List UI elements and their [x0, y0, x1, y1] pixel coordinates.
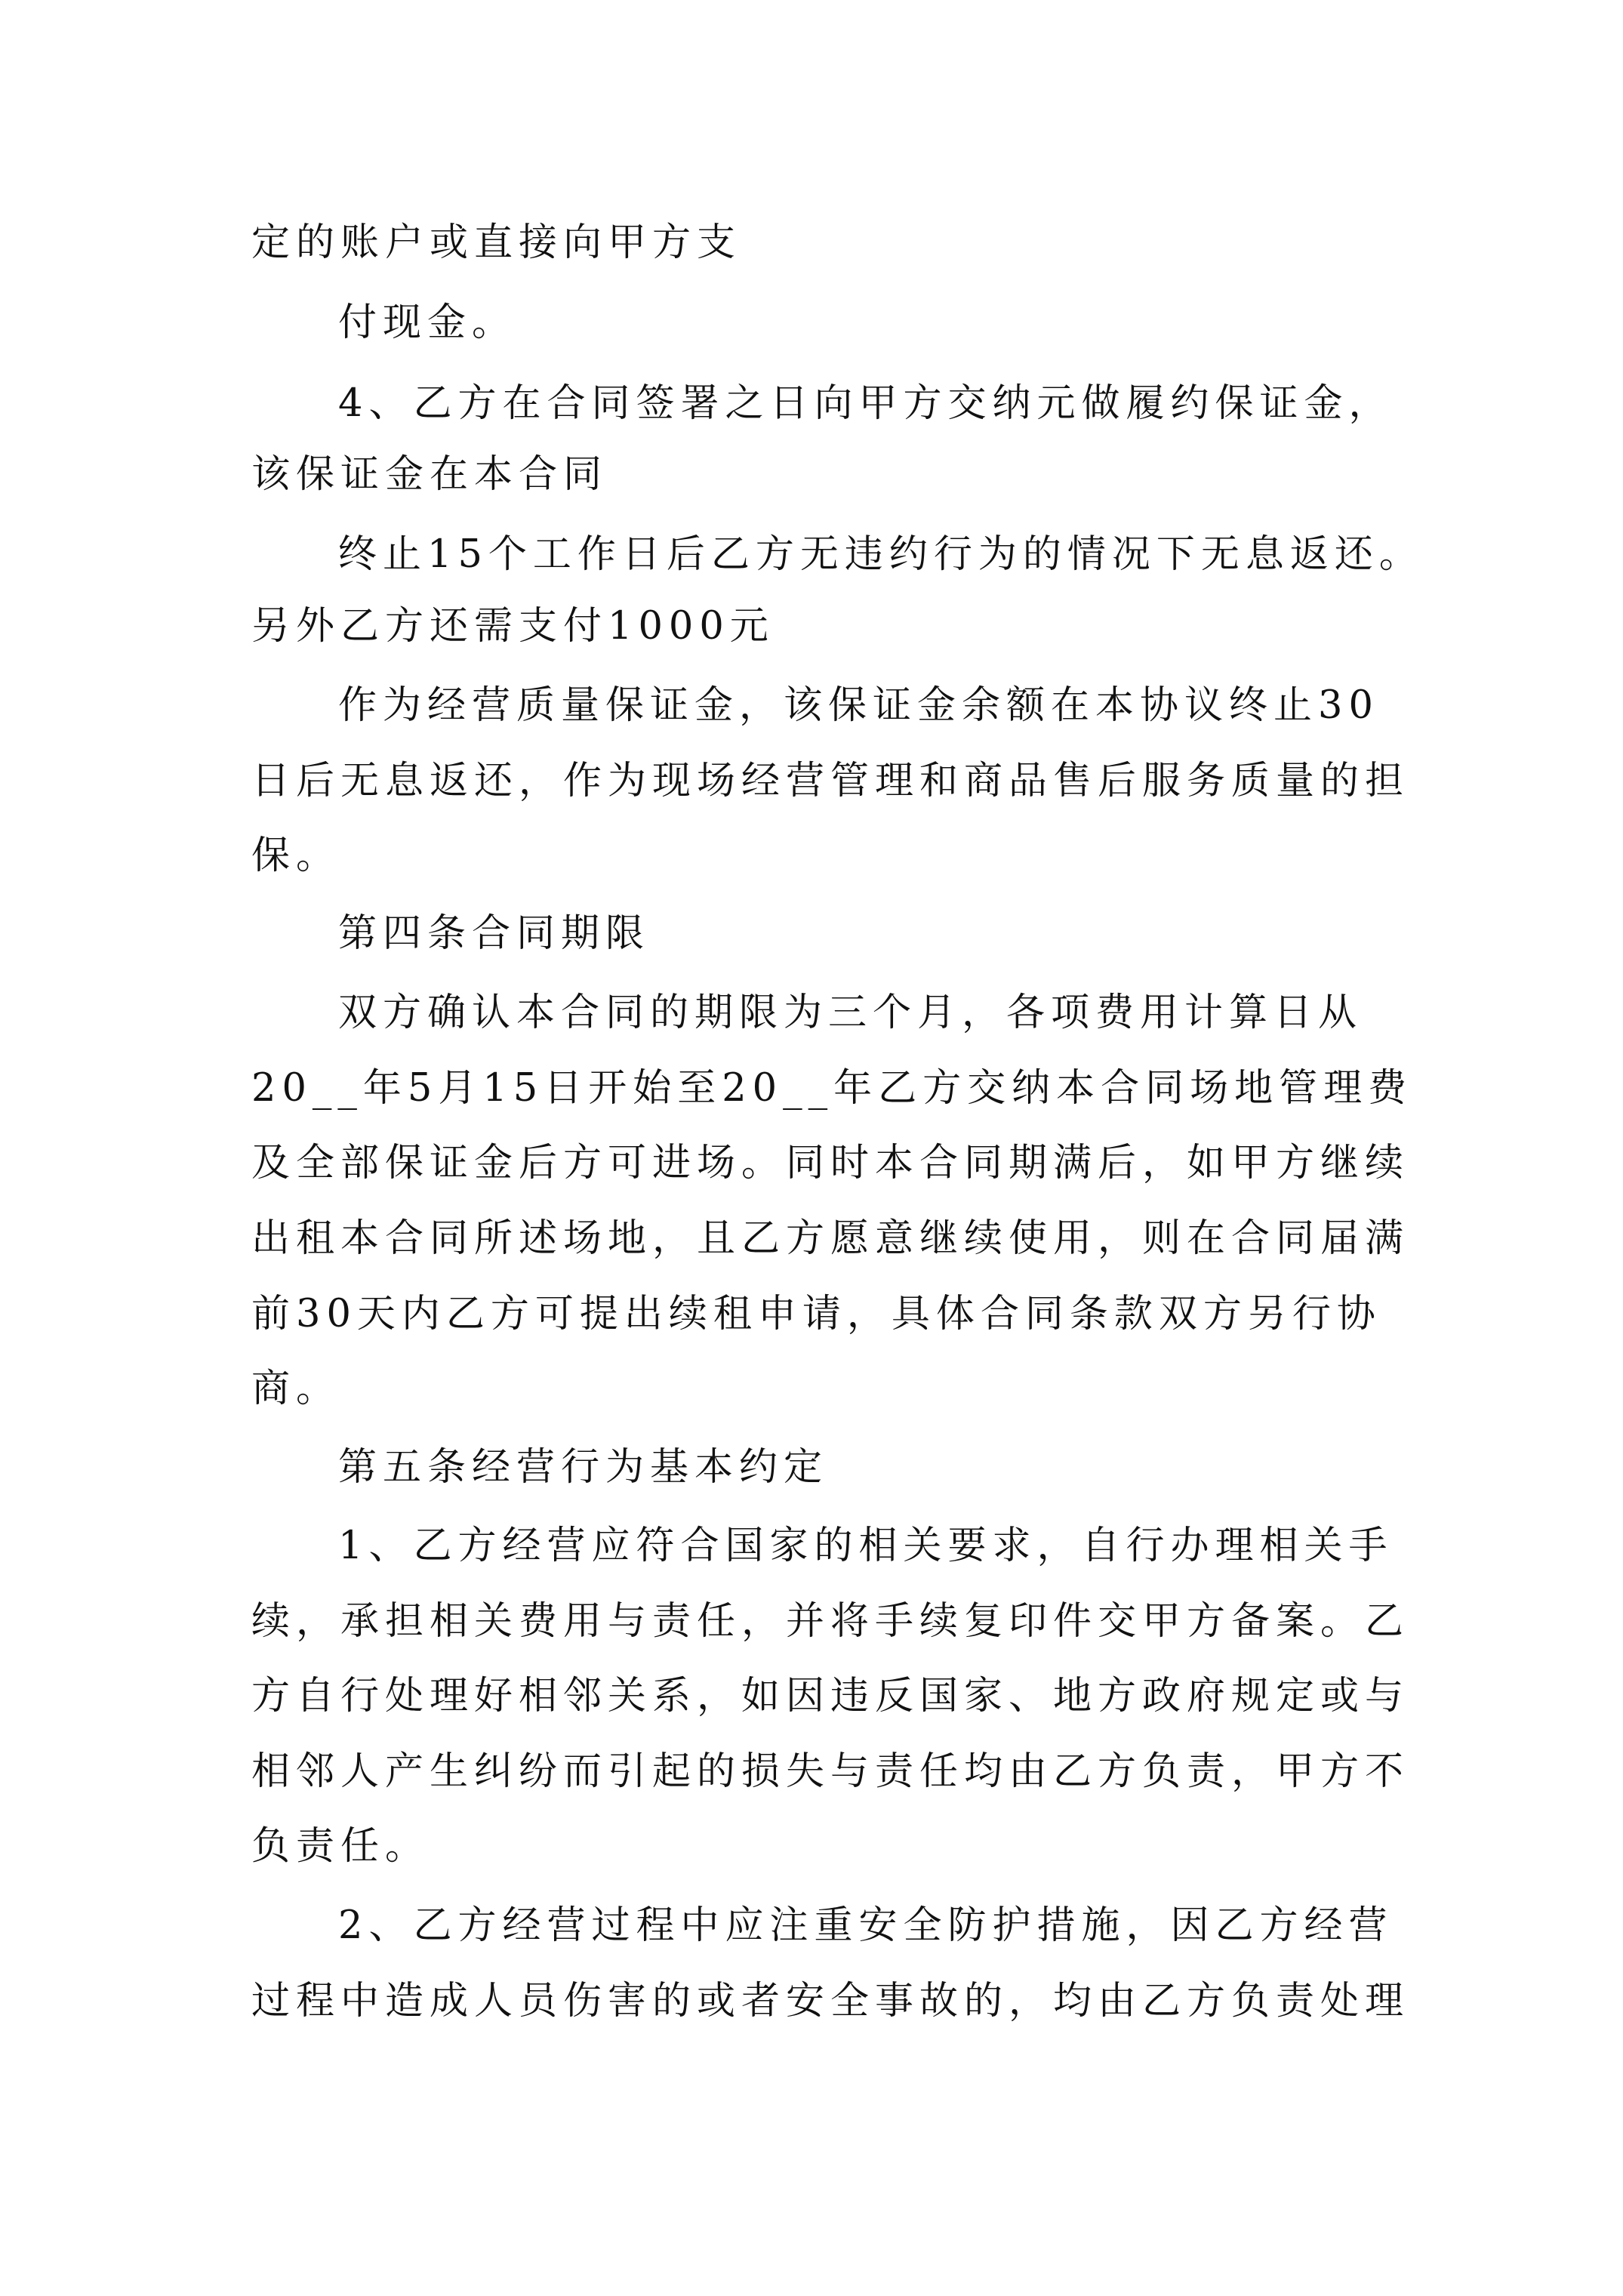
text-line: 2、乙方经营过程中应注重安全防护措施，因乙方经营: [338, 1903, 1394, 1948]
text-line: 负责任。: [251, 1824, 430, 1869]
text-line: 方自行处理好相邻关系，如因违反国家、地方政府规定或与: [251, 1674, 1410, 1718]
text-line: 4、乙方在合同签署之日向甲方交纳元做履约保证金，: [338, 381, 1394, 426]
text-line: 前30天内乙方可提出续租申请，具体合同条款双方另行协: [251, 1292, 1381, 1336]
text-line: 双方确认本合同的期限为三个月，各项费用计算日从: [338, 991, 1363, 1035]
text-line: 续，承担相关费用与责任，并将手续复印件交甲方备案。乙: [251, 1599, 1410, 1644]
text-line: 作为经营质量保证金，该保证金余额在本协议终止30: [338, 683, 1379, 728]
text-line: 终止15个工作日后乙方无违约行为的情况下无息返还。: [338, 532, 1424, 577]
text-line: 1、乙方经营应符合国家的相关要求，自行办理相关手: [338, 1524, 1394, 1568]
text-line: 相邻人产生纠纷而引起的损失与责任均由乙方负责，甲方不: [251, 1749, 1410, 1794]
text-line: 及全部保证金后方可进场。同时本合同期满后，如甲方继续: [251, 1141, 1410, 1185]
text-line: 日后无息返还，作为现场经营管理和商品售后服务质量的担: [251, 759, 1410, 803]
text-line: 第四条合同期限: [338, 911, 651, 956]
text-line: 定的账户或直接向甲方支: [251, 220, 742, 265]
text-line: 过程中造成人员伤害的或者安全事故的，均由乙方负责处理: [251, 1979, 1410, 2023]
text-line: 出租本合同所述场地，且乙方愿意继续使用，则在合同届满: [251, 1216, 1410, 1261]
text-line: 保。: [251, 834, 341, 878]
text-line: 付现金。: [338, 300, 517, 345]
text-line: 商。: [251, 1367, 341, 1411]
text-line: 另外乙方还需支付1000元: [251, 604, 775, 649]
text-line: 该保证金在本合同: [251, 452, 608, 497]
text-line: 第五条经营行为基本约定: [338, 1445, 829, 1490]
text-line: 20__年5月15日开始至20__年乙方交纳本合同场地管理费: [251, 1066, 1413, 1111]
